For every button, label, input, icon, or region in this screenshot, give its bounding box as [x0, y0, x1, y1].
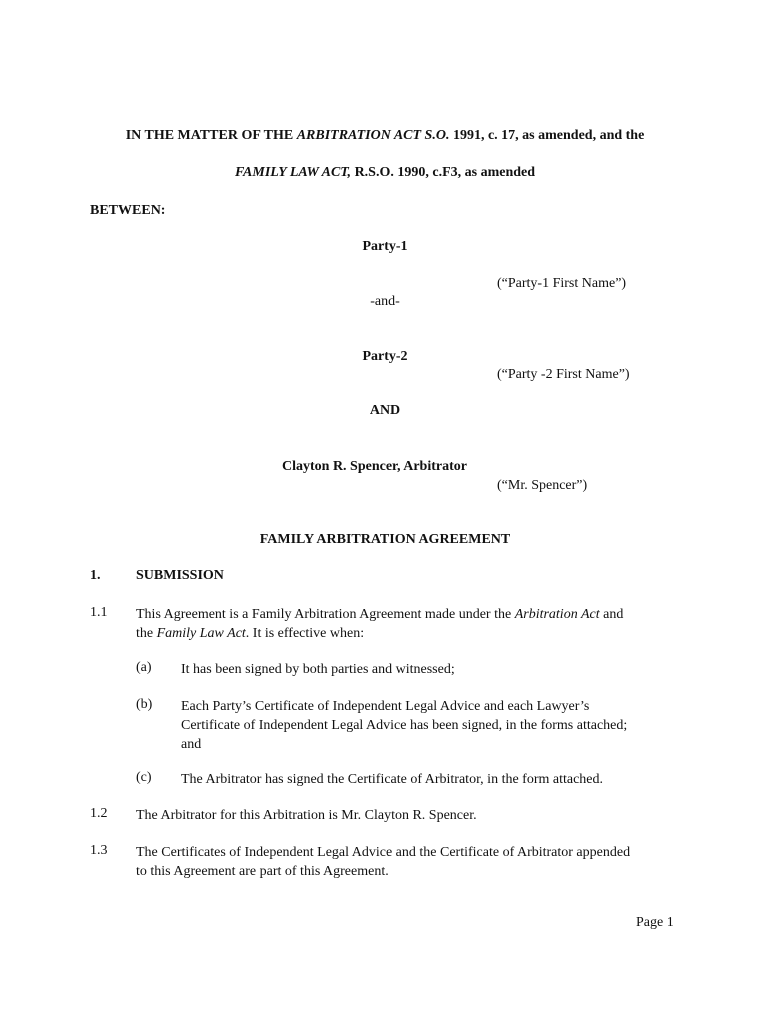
family-law-act-ref: Family Law Act [156, 626, 246, 641]
clause-1-1-line-1 [136, 605, 696, 624]
item-b-label: (b) [136, 697, 153, 712]
section-heading: SUBMISSION [136, 568, 224, 583]
matter-text: IN THE MATTER OF THE [125, 128, 297, 143]
item-b-line-2: Certificate of Independent Legal Advice has been signed, in the forms attached; [181, 718, 628, 733]
clause-1-1-text [136, 605, 696, 643]
family-law-act-title: FAMILY LAW ACT, [234, 165, 352, 180]
and-caps-separator: AND [369, 403, 401, 418]
clause-1-2-text: The Arbitrator for this Arbitration is Mr. Clayton R. Spencer. [136, 808, 477, 823]
clause-1-3-line-2: to this Agreement are part of this Agreement. [136, 864, 389, 879]
clause-1-1-text-d: the [136, 626, 157, 641]
between-label: BETWEEN: [90, 203, 166, 218]
arbitrator-alias: (“Mr. Spencer”) [497, 478, 588, 493]
item-b-text [181, 697, 691, 754]
item-c-text: The Arbitrator has signed the Certificate of Arbitrator, in the form attached. [181, 772, 604, 787]
item-b-line-3: and [181, 737, 202, 752]
party-2-name: Party-2 [362, 349, 408, 364]
party-1-alias: (“Party-1 First Name”) [497, 276, 627, 291]
clause-1-1-text-a: This Agreement is a Family Arbitration Agreement made under the [136, 607, 515, 622]
arbitration-act-title: ARBITRATION ACT S.O. [296, 128, 450, 143]
matter-text-continued: 1991, c. 17, as amended, and the [449, 128, 645, 143]
arbitration-act-ref: Arbitration Act [514, 607, 600, 622]
clause-number-1-1: 1.1 [90, 605, 108, 620]
party-2-alias: (“Party -2 First Name”) [497, 367, 630, 382]
item-a-label: (a) [136, 660, 152, 675]
page-number: Page 1 [636, 915, 674, 930]
section-number: 1. [90, 568, 101, 583]
clause-1-3-line-1: The Certificates of Independent Legal Advice and the Certificate of Arbitrator appended [136, 845, 631, 860]
item-b-line-1: Each Party’s Certificate of Independent Legal Advice and each Lawyer’s [181, 699, 590, 714]
clause-1-1-text-c: and [599, 607, 624, 622]
item-c-label: (c) [136, 770, 152, 785]
clause-1-3-text [136, 843, 696, 881]
arbitrator-name: Clayton R. Spencer, Arbitrator [282, 459, 467, 474]
clause-1-1-text-f: . It is effective when: [245, 626, 365, 641]
clause-number-1-3: 1.3 [90, 843, 108, 858]
matter-heading-line-2 [0, 165, 770, 181]
matter-heading-line-1 [0, 128, 770, 144]
clause-1-1-line-2 [136, 624, 696, 643]
item-a-text: It has been signed by both parties and witnessed; [181, 662, 455, 677]
party-1-name: Party-1 [362, 239, 408, 254]
document-title: FAMILY ARBITRATION AGREEMENT [259, 532, 511, 547]
and-separator: -and- [370, 294, 400, 309]
clause-number-1-2: 1.2 [90, 806, 108, 821]
family-law-act-citation: R.S.O. 1990, c.F3, as amended [351, 165, 536, 180]
